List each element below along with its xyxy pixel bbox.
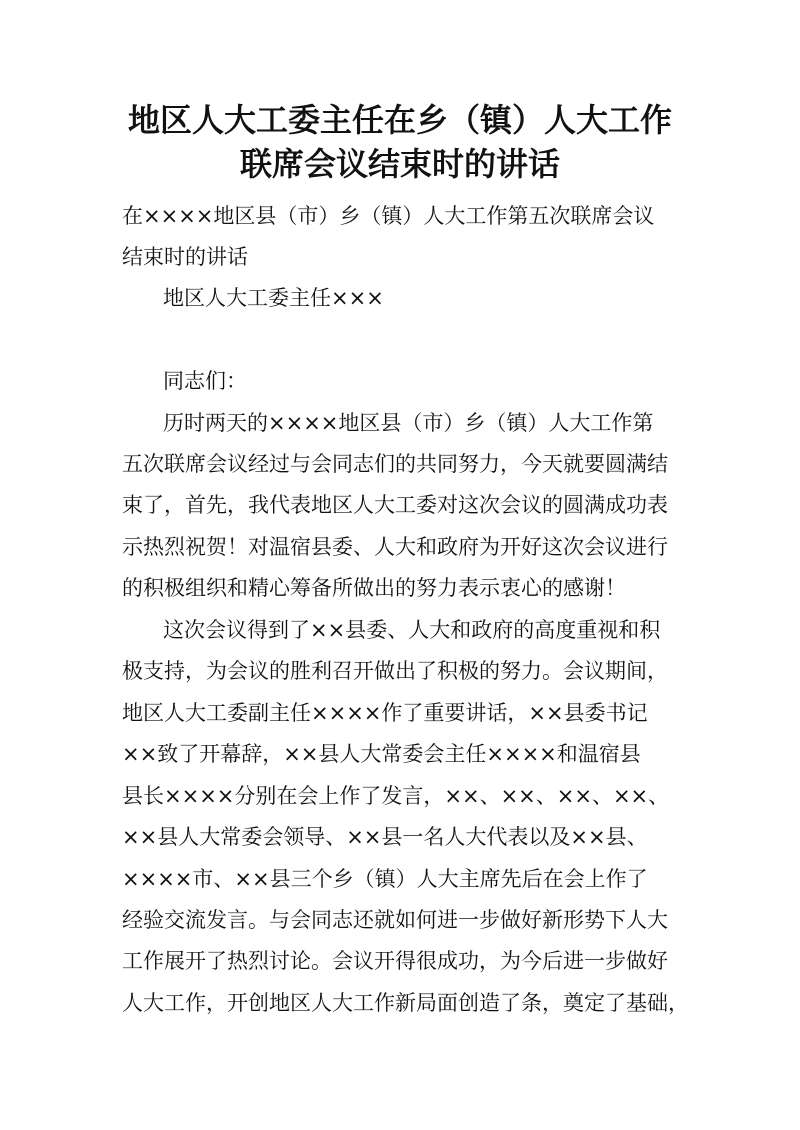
document-title-line-1: 地区人大工委主任在乡（镇）人大工作 xyxy=(127,101,672,139)
paragraph-2-line: 工作展开了热烈讨论。会议开得很成功，为今后进一步做好 xyxy=(122,949,668,973)
subtitle-line-1: 在××××地区县（市）乡（镇）人大工作第五次联席会议 xyxy=(122,204,655,228)
paragraph-2-line: ××××市、××县三个乡（镇）人大主席先后在会上作了 xyxy=(122,867,648,891)
subtitle-line-2: 结束时的讲话 xyxy=(122,245,248,269)
paragraph-2-line: 这次会议得到了××县委、人大和政府的高度重视和积 xyxy=(163,618,661,642)
paragraph-2-line: 人大工作，开创地区人大工作新局面创造了条，奠定了基础， xyxy=(122,991,689,1015)
paragraph-2-line: 经验交流发言。与会同志还就如何进一步做好新形势下人大 xyxy=(122,908,668,932)
paragraph-1-line: 束了，首先，我代表地区人大工委对这次会议的圆满成功表 xyxy=(122,493,668,517)
paragraph-1-line: 的积极组织和精心筹备所做出的努力表示衷心的感谢！ xyxy=(122,576,626,600)
paragraph-2-line: 县长××××分别在会上作了发言，××、××、××、××、 xyxy=(122,784,670,808)
paragraph-1-line: 五次联席会议经过与会同志们的共同努力，今天就要圆满结 xyxy=(122,452,668,476)
paragraph-2-line: ××县人大常委会领导、××县一名人大代表以及××县、 xyxy=(122,825,648,849)
paragraph-1-line: 历时两天的××××地区县（市）乡（镇）人大工作第 xyxy=(163,411,654,435)
paragraph-2-line: 极支持，为会议的胜利召开做出了积极的努力。会议期间， xyxy=(122,659,668,683)
paragraph-2-line: 地区人大工委副主任××××作了重要讲话，××县委书记 xyxy=(122,701,648,725)
paragraph-2-line: ××致了开幕辞，××县人大常委会主任××××和温宿县 xyxy=(122,742,641,766)
document-title-line-2: 联席会议结束时的讲话 xyxy=(239,145,560,183)
salutation: 同志们： xyxy=(163,369,247,393)
speaker-line: 地区人大工委主任××× xyxy=(163,286,384,310)
paragraph-1-line: 示热烈祝贺！对温宿县委、人大和政府为开好这次会议进行 xyxy=(122,535,668,559)
